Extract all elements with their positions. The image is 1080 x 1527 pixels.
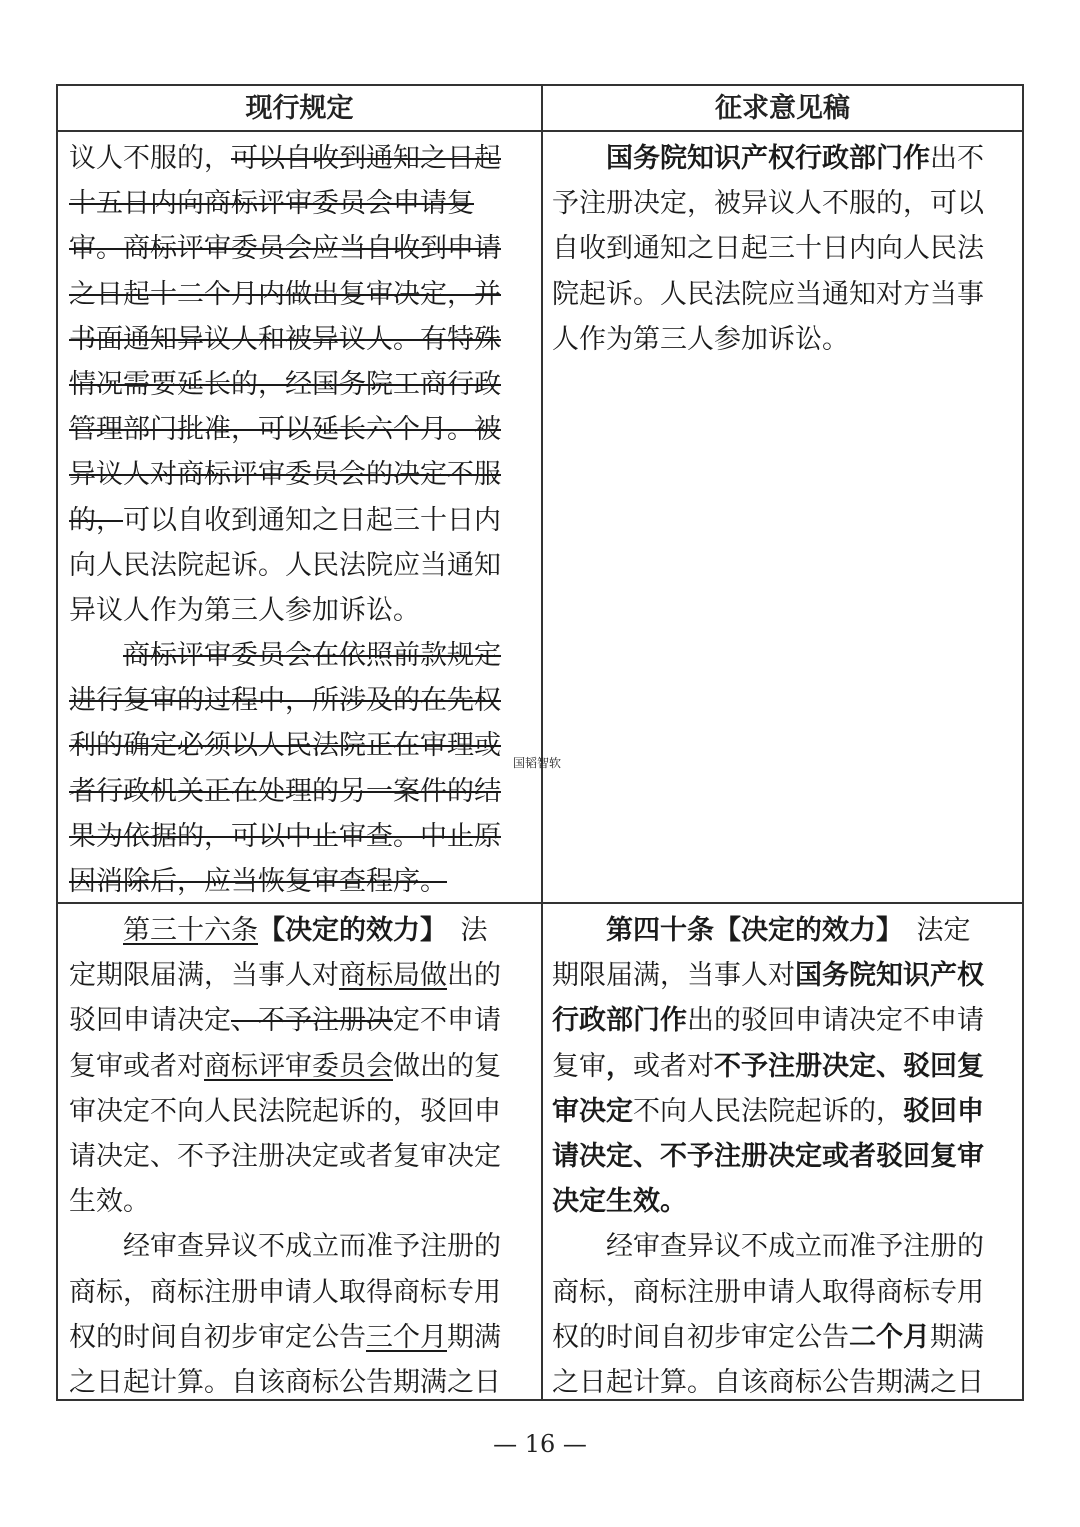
text-line xyxy=(552,1179,1017,1224)
struck-text: 管理部门批准，可以延长六个月。被 xyxy=(69,414,501,446)
bold-text: 国务院知识产权 xyxy=(795,960,984,992)
bold-text: 国务院知识产权行政部门作 xyxy=(606,143,930,174)
struck-text: 进行复审的过程中，所涉及的在先权 xyxy=(69,685,501,717)
text-segment: 向人民法院起诉。人民法院应当通知 xyxy=(69,549,501,581)
text-line xyxy=(69,723,534,768)
text-segment: 复审 xyxy=(552,1050,606,1082)
struck-text: 审。商标评审委员会应当自收到申请 xyxy=(69,233,501,265)
text-segment: 请决定、不予注册决定或者复审决定 xyxy=(69,1140,501,1172)
text-segment xyxy=(552,143,606,174)
struck-text: 书面通知异议人和被异议人。有特殊 xyxy=(69,323,501,355)
page-number: — 16 — xyxy=(493,1430,587,1458)
text-line xyxy=(69,407,534,452)
header-draft-for-comment: 征求意见稿 xyxy=(715,93,850,124)
text-segment: 院起诉。人民法院应当通知对方当事 xyxy=(552,278,984,310)
header-divider xyxy=(58,130,1022,132)
text-segment: 予注册决定，被异议人不服的，可以 xyxy=(552,188,984,220)
bold-text: 二个月 xyxy=(849,1321,930,1353)
text-line xyxy=(552,272,1017,317)
text-segment: 做出的复 xyxy=(393,1050,501,1082)
bold-text: 决定生效。 xyxy=(552,1186,687,1218)
text-segment: 定期限届满，当事人对 xyxy=(69,960,339,992)
struck-text: 异议人对商标评审委员会的决定不服 xyxy=(69,459,501,491)
text-segment: 期满 xyxy=(447,1321,501,1353)
text-segment: 商标，商标注册申请人取得商标专用 xyxy=(552,1276,984,1308)
text-line xyxy=(69,543,534,588)
text-line xyxy=(69,1224,534,1269)
text-segment: 审决定不向人民法院起诉的，驳回申 xyxy=(69,1095,501,1127)
text-line xyxy=(552,908,1017,953)
text-segment: 可以自收到通知之日起三十日内 xyxy=(123,504,501,536)
struck-text: 情况需要延长的，经国务院工商行政 xyxy=(69,368,501,400)
text-line xyxy=(69,317,534,362)
text-segment: 自收到通知之日起三十日内向人民法 xyxy=(552,233,984,265)
text-line xyxy=(552,953,1017,998)
text-segment xyxy=(69,640,123,671)
text-line xyxy=(69,859,534,904)
text-segment: 出不 xyxy=(930,143,984,174)
underlined-text: 商标评审委员会 xyxy=(204,1050,393,1082)
struck-text: 果为依据的，可以中止审查。中止原 xyxy=(69,820,501,852)
text-line xyxy=(69,181,534,226)
bold-text: ， xyxy=(606,1050,633,1082)
text-segment: 经审查异议不成立而准予注册的 xyxy=(69,1231,501,1263)
text-line xyxy=(552,226,1017,271)
text-line xyxy=(552,1089,1017,1134)
text-segment: 期满 xyxy=(930,1321,984,1353)
text-line xyxy=(69,1360,534,1405)
text-line xyxy=(552,998,1017,1043)
text-segment: 权的时间自初步审定公告 xyxy=(69,1321,366,1353)
row1-current-rules-cell xyxy=(69,136,534,904)
text-segment: 议人不服的， xyxy=(69,143,231,174)
text-line xyxy=(69,633,534,678)
text-line xyxy=(69,1179,534,1224)
text-segment: 人作为第三人参加诉讼。 xyxy=(552,323,849,355)
text-line xyxy=(552,1315,1017,1360)
text-line xyxy=(69,1044,534,1089)
bold-text: 行政部门作 xyxy=(552,1005,687,1037)
row2-draft-cell xyxy=(552,908,1017,1405)
text-segment: 之日起计算。自该商标公告期满之日 xyxy=(69,1366,501,1398)
row1-draft-cell xyxy=(552,136,1017,362)
text-line xyxy=(69,814,534,859)
text-line xyxy=(69,1315,534,1360)
struck-text: 十五日内向商标评审委员会申请复 xyxy=(69,188,474,220)
underlined-text: 第三十六条 xyxy=(123,915,258,946)
text-segment xyxy=(69,915,123,946)
text-segment: 权的时间自初步审定公告 xyxy=(552,1321,849,1353)
text-line xyxy=(69,136,534,181)
text-segment: 出的驳回申请决定不申请 xyxy=(687,1005,984,1037)
text-segment: 驳回申请决定 xyxy=(69,1005,231,1037)
text-segment: 之日起计算。自该商标公告期满之日 xyxy=(552,1366,984,1398)
text-segment: 不向人民法院起诉的， xyxy=(633,1095,903,1127)
text-line xyxy=(69,1089,534,1134)
text-segment: 出的 xyxy=(447,960,501,992)
row2-current-rules-cell xyxy=(69,908,534,1405)
text-segment: 法 xyxy=(433,915,488,946)
bold-text: 驳回申 xyxy=(903,1095,984,1127)
text-segment: 期限届满，当事人对 xyxy=(552,960,795,992)
text-line xyxy=(552,1044,1017,1089)
text-line xyxy=(69,998,534,1043)
struck-text: 利的确定必须以人民法院正在审理或 xyxy=(69,730,501,762)
text-line xyxy=(552,1134,1017,1179)
text-line xyxy=(69,226,534,271)
underlined-text: 三个月 xyxy=(366,1321,447,1353)
text-segment: 复审或者对 xyxy=(69,1050,204,1082)
struck-text: 商标评审委员会在依照前款规定 xyxy=(123,640,501,672)
text-line xyxy=(69,588,534,633)
text-line xyxy=(552,1360,1017,1405)
text-line xyxy=(69,1270,534,1315)
bold-text: 审决定 xyxy=(552,1095,633,1127)
text-line xyxy=(69,678,534,723)
bold-text: 【决定的效力】 xyxy=(258,915,434,946)
bold-text: 请决定、不予注册决定或者驳回复审 xyxy=(552,1140,984,1172)
text-line xyxy=(69,1134,534,1179)
struck-text: 可以自收到通知之日起 xyxy=(231,143,501,174)
text-line xyxy=(552,1224,1017,1269)
struck-text: 的， xyxy=(69,504,123,536)
text-line xyxy=(69,769,534,814)
comparison-table xyxy=(56,84,1024,1401)
text-line xyxy=(552,317,1017,362)
text-segment: 异议人作为第三人参加诉讼。 xyxy=(69,594,420,626)
text-segment: 经审查异议不成立而准予注册的 xyxy=(552,1231,984,1263)
text-segment: 商标，商标注册申请人取得商标专用 xyxy=(69,1276,501,1308)
text-line xyxy=(69,272,534,317)
text-line xyxy=(69,498,534,543)
struck-text: 者行政机关正在处理的另一案件的结 xyxy=(69,775,501,807)
watermark-text: 国韬智软 xyxy=(513,756,562,770)
struck-text: 之日起十二个月内做出复审决定，并 xyxy=(69,278,501,310)
text-line xyxy=(69,452,534,497)
text-segment: 定 xyxy=(393,1005,420,1037)
struck-text: 、不予注册决 xyxy=(231,1005,393,1037)
text-line xyxy=(552,181,1017,226)
text-segment: 或者对 xyxy=(633,1050,714,1082)
text-segment: 不申请 xyxy=(420,1005,501,1037)
column-divider xyxy=(541,86,543,1399)
text-line xyxy=(552,136,1017,181)
bold-text: 第四十条【决定的效力】 xyxy=(606,915,890,946)
text-line xyxy=(69,362,534,407)
struck-text: 因消除后，应当恢复审查程序。 xyxy=(69,866,447,897)
bold-text: 不予注册决定、驳回复 xyxy=(714,1050,984,1082)
header-current-rules: 现行规定 xyxy=(245,93,354,124)
text-segment xyxy=(552,915,606,946)
text-line xyxy=(69,908,534,953)
text-line xyxy=(69,953,534,998)
underlined-text: 做 xyxy=(420,960,447,992)
text-line xyxy=(552,1270,1017,1315)
text-segment: 法定 xyxy=(889,915,971,946)
underlined-text: 商标局 xyxy=(339,960,420,992)
text-segment: 生效。 xyxy=(69,1186,150,1218)
